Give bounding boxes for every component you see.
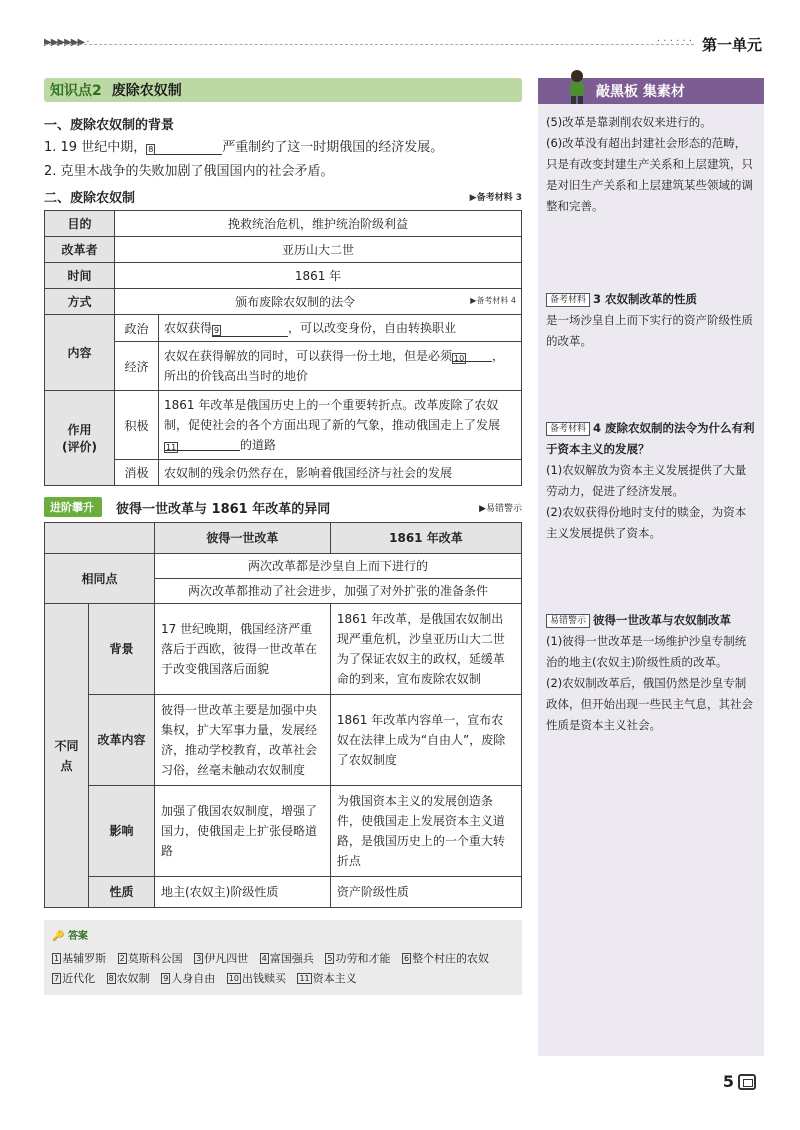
sidebar-header-title: 敲黑板 集素材 — [596, 84, 685, 100]
answer-text: 功劳和才能 — [335, 952, 391, 965]
politics-label: 政治 — [115, 315, 159, 342]
politics-cell — [159, 315, 522, 342]
warning-tag: 易错警示 — [546, 614, 590, 628]
answer-item — [52, 952, 106, 965]
negative-label: 消极 — [115, 460, 159, 486]
material4-p1: (1)农奴解放为资本主义发展提供了大量劳动力，促进了经济发展。 — [546, 463, 747, 498]
blank-number: 11 — [166, 443, 177, 452]
reformer-value: 亚历山大二世 — [115, 237, 522, 263]
material4-p2: (2)农奴获得份地时支付的赎金，为资本主义发展提供了资本。 — [546, 505, 747, 540]
col-1861: 1861 年改革 — [330, 523, 521, 554]
answer-item — [161, 972, 215, 985]
blank-10 — [452, 348, 492, 362]
positive-label: 积极 — [115, 391, 159, 460]
material4-title: 4 废除农奴制的法令为什么有利于资本主义的发展？ — [546, 421, 755, 456]
answer-text: 出钱赎买 — [241, 972, 286, 985]
material3-title: 3 农奴制改革的性质 — [593, 292, 698, 306]
positive-cell — [159, 391, 522, 460]
bg-peter: 17 世纪晚期，俄国经济严重落后于西欧，彼得一世改革在于改变俄国落后面貌 — [155, 604, 331, 695]
comparison-table — [44, 522, 522, 908]
purpose-value: 挽救统治危机，维护统治阶级利益 — [115, 211, 522, 237]
method-label: 方式 — [45, 289, 115, 315]
answer-text: 伊凡四世 — [204, 952, 249, 965]
answer-number: 2 — [119, 954, 125, 963]
blank-number: 9 — [214, 326, 220, 335]
method-value: 颁布废除农奴制的法令 — [235, 295, 356, 309]
purpose-label: 目的 — [45, 211, 115, 237]
book-icon — [738, 1074, 756, 1090]
sidebar-header — [538, 78, 764, 104]
header-arrows-decoration: ▶▶▶▶▶▶ · — [44, 37, 89, 48]
answer-text: 资本主义 — [312, 972, 357, 985]
warning-p2: (2)农奴制改革后，俄国仍然是沙皇专制政体，但开始出现一些民主气息，其社会性质是资本主义社会。 — [546, 676, 753, 732]
politics-pre: 农奴获得 — [164, 321, 213, 335]
unit-label: 第一单元 — [701, 36, 762, 54]
economy-post: ，所出的价钱高出当时的地价 — [164, 349, 505, 383]
page-number — [723, 1072, 756, 1091]
section2-ref: ▶备考材料 3 — [469, 193, 522, 203]
sidebar — [538, 78, 764, 1056]
content-label-cmp: 改革内容 — [89, 695, 155, 786]
answer-item — [194, 952, 248, 965]
sidebar-p2: (6)改革没有超出封建社会形态的范畴，只是有改变封建生产关系和上层建筑，只是对旧生产关系和上层建筑某些领域的调整和完善。 — [546, 136, 753, 213]
effect-label-line2: (评价) — [62, 440, 97, 454]
material4-tag: 备考材料 — [546, 422, 590, 436]
material3-tag: 备考材料 — [546, 293, 590, 307]
answer-number: 1 — [54, 954, 60, 963]
answer-text: 基辅罗斯 — [62, 952, 107, 965]
knowledge-point-bar — [44, 78, 522, 102]
content-peter: 彼得一世改革主要是加强中央集权，扩大军事力量，发展经济，推动学校教育，改革社会习俗，丝毫未触动农奴制度 — [155, 695, 331, 786]
politics-post: ，可以改变身份，自由转换职业 — [288, 321, 457, 335]
section1-title: 一、废除农奴制的背景 — [44, 118, 175, 133]
student-icon — [564, 68, 590, 104]
warning-p1: (1)彼得一世改革是一场维护沙皇专制统治的地主(农奴主)阶级性质的改革。 — [546, 634, 747, 669]
nature-label: 性质 — [89, 877, 155, 908]
content-label: 内容 — [45, 315, 115, 391]
economy-pre: 农奴在获得解放的同时，可以获得一份土地，但是必须 — [164, 349, 453, 363]
effect-label-line1: 作用 — [67, 423, 92, 437]
warning-title: 彼得一世改革与农奴制改革 — [593, 613, 732, 627]
economy-label: 经济 — [115, 342, 159, 391]
answer-item — [402, 952, 489, 965]
answer-number: 5 — [327, 954, 333, 963]
header-divider — [44, 44, 694, 45]
answer-number: 4 — [261, 954, 267, 963]
answer-number: 3 — [196, 954, 202, 963]
economy-cell — [159, 342, 522, 391]
advanced-title: 彼得一世改革与 1861 年改革的异同 — [116, 501, 331, 517]
answer-number: 11 — [299, 974, 310, 983]
answer-item — [260, 952, 314, 965]
warning-heading — [538, 610, 764, 631]
answer-number: 8 — [108, 974, 114, 983]
material4-heading — [538, 418, 764, 460]
item1-pre: 1. 19 世纪中期， — [44, 140, 147, 155]
nature-1861: 资产阶级性质 — [330, 877, 521, 908]
answer-box — [44, 920, 522, 995]
answer-item — [227, 972, 286, 985]
nature-peter: 地主(农奴主)阶级性质 — [155, 877, 331, 908]
answer-tag — [52, 927, 88, 947]
answer-number: 10 — [228, 974, 239, 983]
blank-8 — [146, 141, 222, 155]
material3-heading — [538, 289, 764, 310]
answer-item — [297, 972, 356, 985]
answer-number: 9 — [163, 974, 169, 983]
effect-label — [45, 391, 115, 486]
advanced-badge: 进阶攀升 — [44, 497, 102, 517]
positive-pre: 1861 年改革是俄国历史上的一个重要转折点。改革废除了农奴制，促使社会的各个方面出现了新的气象，推动俄国走上了发展 — [164, 398, 501, 432]
section1-item1 — [44, 139, 522, 157]
advanced-ref: ▶易错警示 — [479, 503, 522, 514]
blank-11 — [164, 437, 240, 451]
positive-post: 的道路 — [240, 438, 277, 452]
negative-value: 农奴制的残余仍然存在，影响着俄国经济与社会的发展 — [159, 460, 522, 486]
item1-post: 严重制约了这一时期俄国的经济发展。 — [222, 140, 444, 155]
section1-item2: 2. 克里木战争的失败加剧了俄国国内的社会矛盾。 — [44, 164, 334, 179]
answer-item — [325, 952, 390, 965]
blank-number: 10 — [454, 354, 465, 363]
blank-9 — [212, 323, 288, 337]
impact-peter: 加强了俄国农奴制度，增强了国力，使俄国走上扩张侵略道路 — [155, 786, 331, 877]
answer-list — [52, 949, 514, 989]
bg-1861: 1861 年改革，是俄国农奴制出现严重危机，沙皇亚历山大二世为了保证农奴主的政权，延缓革命的到来，宣布废除农奴制 — [330, 604, 521, 695]
advanced-bar — [44, 496, 522, 518]
answer-text: 近代化 — [62, 972, 96, 985]
answer-number: 6 — [403, 954, 410, 963]
answer-item — [118, 952, 183, 965]
knowledge-point-number: 知识点2 — [50, 83, 102, 99]
answer-text: 人身自由 — [171, 972, 216, 985]
corner-cell — [45, 523, 155, 554]
method-cell — [115, 289, 522, 315]
answer-text: 整个村庄的农奴 — [412, 952, 490, 965]
key-icon: 🔑 — [52, 931, 65, 942]
section2-heading — [44, 187, 522, 206]
bg-label: 背景 — [89, 604, 155, 695]
answer-item — [52, 972, 95, 985]
col-peter: 彼得一世改革 — [155, 523, 331, 554]
main-column — [44, 78, 522, 995]
answer-text: 富国强兵 — [269, 952, 314, 965]
method-ref: ▶备考材料 4 — [470, 296, 516, 305]
abolition-table — [44, 210, 522, 486]
same-2: 两次改革都推动了社会进步，加强了对外扩张的准备条件 — [155, 579, 522, 604]
page-number-value: 5 — [722, 1072, 734, 1091]
diff-label: 不同点 — [45, 604, 89, 908]
answer-tag-label: 答案 — [67, 931, 88, 942]
section2-title: 二、废除农奴制 — [44, 191, 136, 206]
impact-1861: 为俄国资本主义的发展创造条件，使俄国走上发展资本主义道路，是俄国历史上的一个重大转折点 — [330, 786, 521, 877]
answer-number: 7 — [54, 974, 60, 983]
answer-text: 农奴制 — [116, 972, 150, 985]
content-1861: 1861 年改革内容单一，宣布农奴在法律上成为“自由人”，废除了农奴制度 — [330, 695, 521, 786]
sidebar-p1: (5)改革是靠剥削农奴来进行的。 — [546, 115, 712, 129]
reformer-label: 改革者 — [45, 237, 115, 263]
answer-item — [107, 972, 150, 985]
time-label: 时间 — [45, 263, 115, 289]
answer-text: 莫斯科公国 — [127, 952, 183, 965]
same-1: 两次改革都是沙皇自上而下进行的 — [155, 554, 522, 579]
same-label: 相同点 — [45, 554, 155, 604]
impact-label: 影响 — [89, 786, 155, 877]
material3-text: 是一场沙皇自上而下实行的资产阶级性质的改革。 — [546, 313, 753, 348]
knowledge-point-title: 废除农奴制 — [111, 83, 182, 99]
blank-number: 8 — [148, 145, 154, 154]
unit-dots-decoration: · · · · · · — [657, 36, 692, 47]
time-value: 1861 年 — [115, 263, 522, 289]
